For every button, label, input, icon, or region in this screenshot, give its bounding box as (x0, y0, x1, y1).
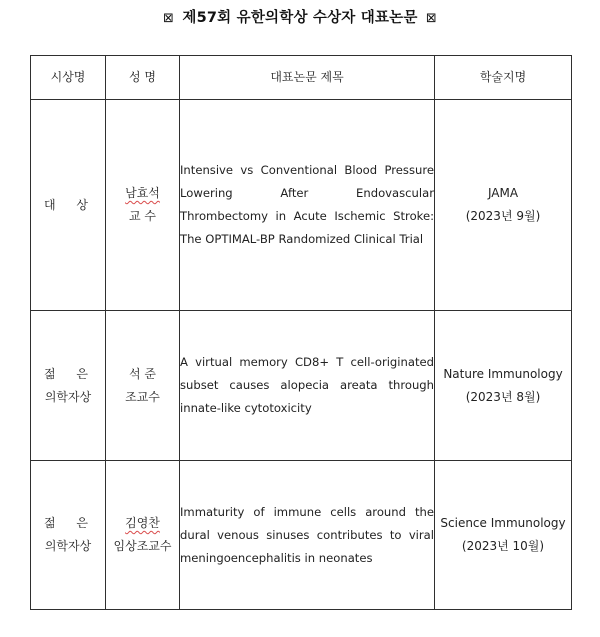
paper-title-cell: Intensive vs Conventional Blood Pressure Lowering After Endovascular Thrombectomy in Acute Ischemic Stroke: The OPTIMAL-BP Randomized Clinical Trial (180, 100, 435, 311)
award-part: 은 (76, 516, 88, 530)
awards-table (30, 55, 572, 610)
table-row (31, 311, 572, 461)
award-line2: 의학자상 (44, 539, 92, 553)
journal-cell (435, 100, 572, 311)
title-mark-right-icon: ⊠ (425, 11, 437, 26)
journal-cell (435, 461, 572, 610)
journal-cell (435, 311, 572, 461)
header-award: 시상명 (31, 56, 106, 100)
journal-name: JAMA (487, 186, 519, 200)
recipient-name: 남효석 (125, 186, 160, 200)
name-cell (106, 311, 180, 461)
header-journal: 학술지명 (435, 56, 572, 100)
paper-title-cell: A virtual memory CD8+ T cell-originated subset causes alopecia areata through innate-like cytotoxicity (180, 311, 435, 461)
award-part: 은 (76, 366, 88, 381)
recipient-position: 임상조교수 (113, 539, 172, 553)
award-part: 대 (44, 197, 56, 212)
publication-date: (2023년 10월) (461, 539, 545, 553)
header-paper-title: 대표논문 제목 (180, 56, 435, 100)
table-header-row (31, 56, 572, 100)
award-part: 젊 (44, 516, 56, 530)
header-name: 성 명 (106, 56, 180, 100)
table-row (31, 100, 572, 311)
publication-date: (2023년 8월) (465, 389, 541, 404)
journal-name: Nature Immunology (443, 366, 563, 381)
name-cell (106, 461, 180, 610)
award-cell (31, 100, 106, 311)
journal-name: Science Immunology (440, 516, 566, 530)
recipient-name: 석 준 (129, 366, 156, 381)
document-title-text: 제57회 유한의학상 수상자 대표논문 (182, 10, 418, 26)
paper-title-cell: Immaturity of immune cells around the dural venous sinuses contributes to viral meningoencephalitis in neonates (180, 461, 435, 610)
award-part: 젊 (44, 366, 56, 381)
award-cell (31, 311, 106, 461)
recipient-position: 조교수 (125, 389, 160, 404)
recipient-name: 김영찬 (125, 516, 160, 530)
title-mark-left-icon: ⊠ (163, 11, 175, 26)
award-part: 상 (76, 197, 88, 212)
table-row (31, 461, 572, 610)
name-cell (106, 100, 180, 311)
recipient-position: 교 수 (129, 209, 156, 223)
publication-date: (2023년 9월) (465, 209, 541, 223)
award-cell (31, 461, 106, 610)
award-line2: 의학자상 (44, 389, 92, 404)
document-title (0, 6, 600, 27)
